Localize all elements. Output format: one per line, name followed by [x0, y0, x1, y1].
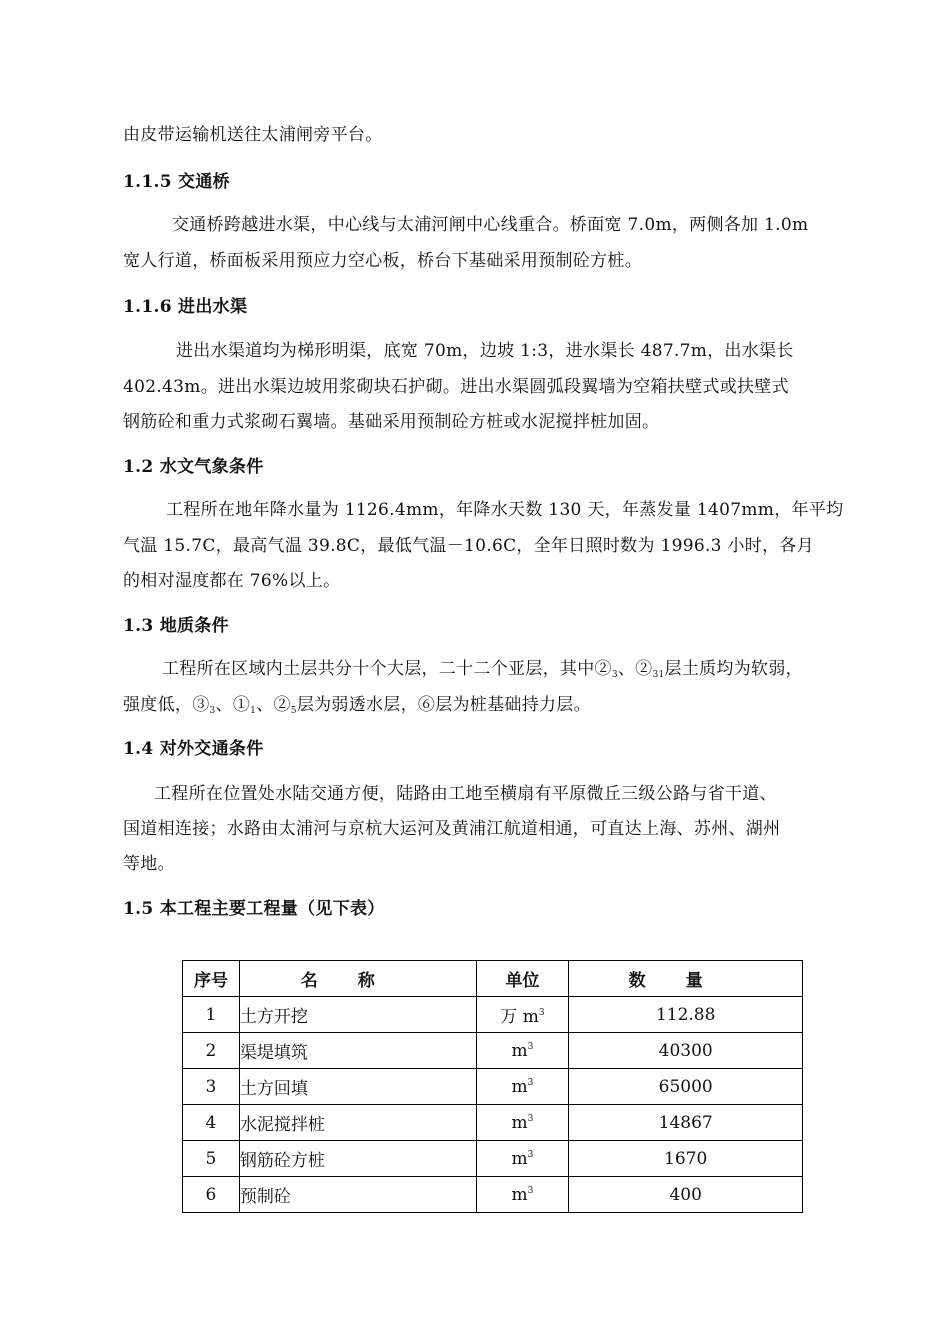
header-unit: 单位: [476, 961, 569, 997]
geology-text-g: 层为弱透水层，⑥层为桩基础持力层。: [296, 695, 591, 715]
geology-text-e: 、①: [215, 695, 251, 715]
cell-unit: [476, 1141, 569, 1177]
cell-no: 1: [183, 997, 240, 1033]
paragraph-channel-line-1: 进出水渠道均为梯形明渠，底宽 70m，边坡 1:3，进水渠长 487.7m，出水渠长: [176, 341, 794, 361]
cell-name: 土方回填: [239, 1069, 476, 1105]
cell-name: 水泥搅拌桩: [239, 1105, 476, 1141]
heading-1-4: 1.4 对外交通条件: [123, 739, 264, 759]
cell-quantity: 1670: [569, 1141, 803, 1177]
quantities-table: [182, 960, 803, 1213]
cell-no: 3: [183, 1069, 240, 1105]
cell-quantity: 65000: [569, 1069, 803, 1105]
table-header-row: [183, 961, 803, 997]
cell-unit: [476, 1069, 569, 1105]
unit-text: m: [511, 1040, 528, 1061]
paragraph-traffic-line-2: 国道相连接；水路由太浦河与京杭大运河及黄浦江航道相通，可直达上海、苏州、湖州: [123, 819, 781, 839]
paragraph-geology-line-2: [123, 694, 591, 722]
paragraph-geology-line-1: [162, 658, 803, 686]
header-quantity: 数量: [569, 961, 803, 997]
cell-name: 土方开挖: [239, 997, 476, 1033]
table-row: [183, 1033, 803, 1069]
paragraph-hydrology-line-3: 的相对湿度都在 76%以上。: [123, 571, 341, 591]
cell-unit: [476, 1105, 569, 1141]
header-name: 名称: [239, 961, 476, 997]
unit-text: 万 m: [500, 1007, 539, 1027]
geology-text-a: 工程所在区域内土层共分十个大层，二十二个亚层，其中②: [162, 659, 612, 679]
unit-superscript: 3: [527, 1113, 534, 1124]
geology-sub-2: 31: [652, 670, 665, 680]
table-row: [183, 997, 803, 1033]
geology-text-c: 层土质均为软弱，: [664, 659, 803, 679]
unit-text: m: [511, 1148, 528, 1169]
geology-sub-4: 1: [250, 706, 257, 716]
unit-superscript: 3: [538, 1008, 545, 1018]
geology-sub-1: 3: [611, 670, 618, 680]
table-row: [183, 1105, 803, 1141]
heading-1-3: 1.3 地质条件: [123, 616, 229, 636]
paragraph-channel-line-3: 钢筋砼和重力式浆砌石翼墙。基础采用预制砼方桩或水泥搅拌桩加固。: [123, 412, 660, 432]
cell-name: 钢筋砼方桩: [239, 1141, 476, 1177]
cell-name: 预制砼: [239, 1177, 476, 1213]
paragraph-intro: 由皮带运输机送往太浦闸旁平台。: [123, 125, 383, 145]
geology-text-f: 、②: [256, 695, 291, 715]
paragraph-bridge-line-1: 交通桥跨越进水渠，中心线与太浦河闸中心线重合。桥面宽 7.0m，两侧各加 1.0m: [172, 215, 809, 235]
table-row: [183, 1141, 803, 1177]
unit-superscript: 3: [527, 1149, 534, 1160]
unit-superscript: 3: [527, 1185, 534, 1196]
paragraph-traffic-line-3: 等地。: [123, 854, 175, 874]
paragraph-hydrology-line-2: 气温 15.7C，最高气温 39.8C，最低气温－10.6C，全年日照时数为 1996.3 小时，各月: [123, 536, 814, 556]
cell-no: 4: [183, 1105, 240, 1141]
heading-1-5: 1.5 本工程主要工程量（见下表）: [123, 899, 385, 919]
table-row: [183, 1069, 803, 1105]
cell-quantity: 40300: [569, 1033, 803, 1069]
cell-unit: [476, 1177, 569, 1213]
cell-unit: [476, 997, 569, 1033]
cell-unit: [476, 1033, 569, 1069]
cell-no: 6: [183, 1177, 240, 1213]
unit-superscript: 3: [527, 1077, 534, 1088]
unit-superscript: 3: [527, 1041, 534, 1052]
paragraph-hydrology-line-1: 工程所在地年降水量为 1126.4mm，年降水天数 130 天，年蒸发量 1407mm，年平均: [166, 500, 844, 520]
paragraph-channel-line-2: 402.43m。进出水渠边坡用浆砌块石护砌。进出水渠圆弧段翼墙为空箱扶壁式或扶壁式: [123, 377, 789, 397]
cell-quantity: 400: [569, 1177, 803, 1213]
unit-text: m: [511, 1184, 528, 1205]
table-row: [183, 1177, 803, 1213]
unit-text: m: [511, 1076, 528, 1097]
cell-no: 2: [183, 1033, 240, 1069]
cell-no: 5: [183, 1141, 240, 1177]
cell-quantity: 14867: [569, 1105, 803, 1141]
heading-1-2: 1.2 水文气象条件: [123, 457, 264, 477]
cell-name: 渠堤填筑: [239, 1033, 476, 1069]
geology-text-d: 强度低，③: [123, 695, 210, 715]
paragraph-traffic-line-1: 工程所在位置处水陆交通方便，陆路由工地至横扇有平原微丘三级公路与省干道、: [154, 784, 777, 804]
geology-text-b: 、②: [617, 659, 653, 679]
geology-sub-3: 3: [209, 706, 216, 716]
heading-1-1-5: 1.1.5 交通桥: [123, 172, 230, 192]
paragraph-bridge-line-2: 宽人行道，桥面板采用预应力空心板，桥台下基础采用预制砼方桩。: [123, 251, 642, 271]
cell-quantity: 112.88: [569, 997, 803, 1033]
unit-text: m: [511, 1112, 528, 1133]
heading-1-1-6: 1.1.6 进出水渠: [123, 297, 248, 317]
geology-sub-5: 5: [290, 706, 297, 716]
header-no: 序号: [183, 961, 240, 997]
